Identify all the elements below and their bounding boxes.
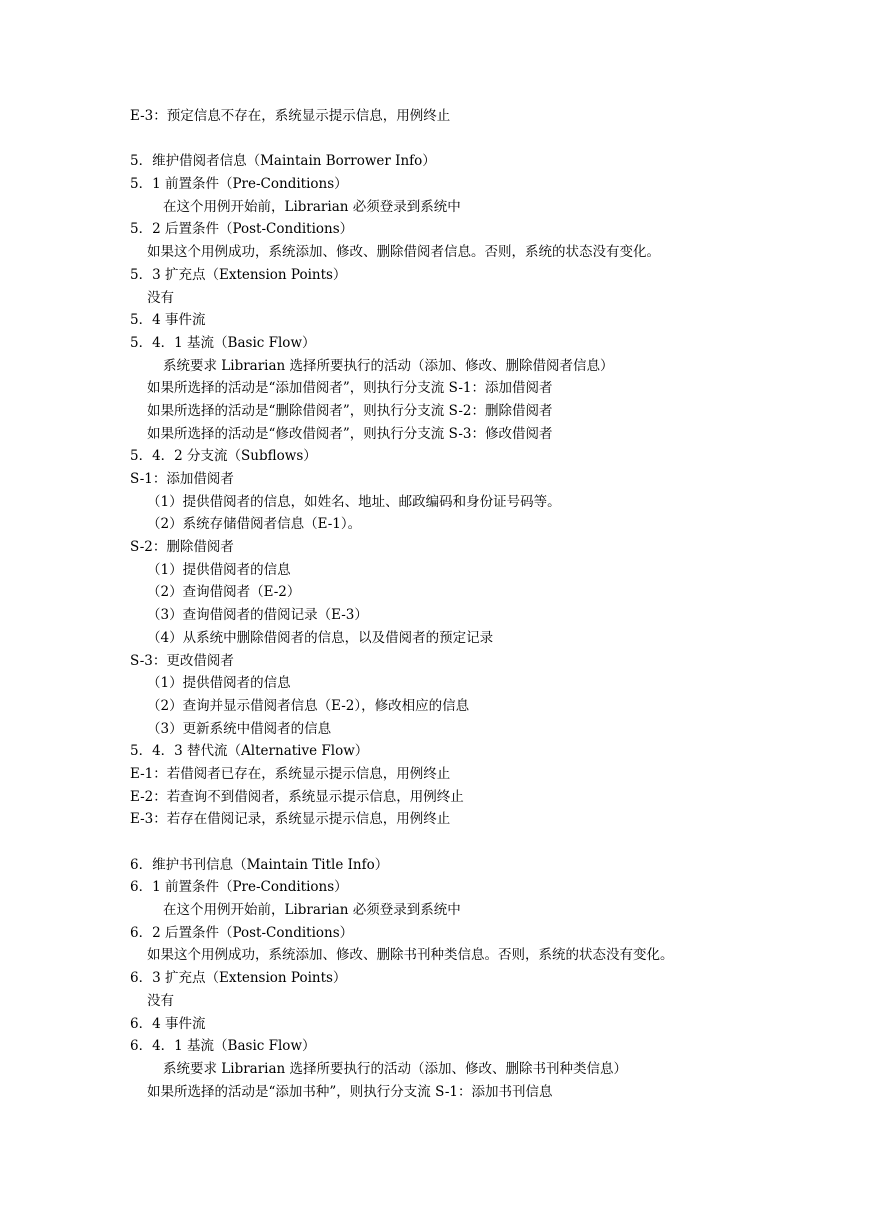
text-line: （2）系统存储借阅者信息（E-1）。 (147, 516, 362, 533)
text-line: E-2：若查询不到借阅者，系统显示提示信息，用例终止 (130, 788, 464, 805)
text-line: （2）查询借阅者（E-2） (147, 584, 301, 601)
text-line: 如果这个用例成功，系统添加、修改、删除书刊种类信息。否则，系统的状态没有变化。 (147, 947, 674, 964)
text-line: （3）查询借阅者的借阅记录（E-3） (147, 607, 368, 624)
text-line: 如果所选择的活动是“修改借阅者”，则执行分支流 S-3：修改借阅者 (147, 425, 553, 442)
text-line: （2）查询并显示借阅者信息（E-2），修改相应的信息 (147, 697, 470, 714)
text-line: 在这个用例开始前，Librarian 必须登录到系统中 (163, 198, 461, 215)
text-line: S-1：添加借阅者 (130, 471, 234, 487)
text-line: 6．4 事件流 (130, 1015, 206, 1032)
text-line: 如果这个用例成功，系统添加、修改、删除借阅者信息。否则，系统的状态没有变化。 (147, 244, 660, 261)
text-line: （1）提供借阅者的信息 (147, 561, 291, 578)
text-line: 如果所选择的活动是“添加借阅者”，则执行分支流 S-1：添加借阅者 (147, 380, 553, 397)
text-line: 如果所选择的活动是“添加书种”，则执行分支流 S-1：添加书刊信息 (147, 1083, 553, 1100)
text-line: 在这个用例开始前，Librarian 必须登录到系统中 (163, 902, 461, 919)
text-line: 没有 (147, 289, 174, 306)
text-line: E-1：若借阅者已存在，系统显示提示信息，用例终止 (130, 765, 451, 782)
text-line: 5．2 后置条件（Post-Conditions） (130, 221, 354, 238)
text-line: S-3：更改借阅者 (130, 652, 234, 669)
document-body (130, 105, 850, 1103)
text-line: 5．4 事件流 (130, 312, 206, 329)
text-line: E-3：预定信息不存在，系统显示提示信息，用例终止 (130, 108, 451, 124)
text-line: 6．3 扩充点（Extension Points） (130, 970, 347, 987)
text-line: 5．1 前置条件（Pre-Conditions） (130, 176, 348, 193)
text-line: （4）从系统中删除借阅者的信息，以及借阅者的预定记录 (147, 629, 494, 646)
text-line: 6．维护书刊信息（Maintain Title Info） (130, 856, 389, 873)
text-line: （1）提供借阅者的信息，如姓名、地址、邮政编码和身份证号码等。 (147, 493, 561, 510)
text-line: 6．1 前置条件（Pre-Conditions） (130, 879, 348, 896)
text-line: 6．4．1 基流（Basic Flow） (130, 1038, 316, 1055)
text-line: 5．3 扩充点（Extension Points） (130, 266, 347, 283)
text-line: 系统要求 Librarian 选择所要执行的活动（添加、修改、删除借阅者信息） (163, 357, 614, 374)
text-line: 6．2 后置条件（Post-Conditions） (130, 924, 354, 941)
blank-line (130, 831, 850, 854)
text-line: S-2：删除借阅者 (130, 539, 234, 556)
text-line: 5．4．1 基流（Basic Flow） (130, 334, 316, 351)
text-line: （1）提供借阅者的信息 (147, 675, 291, 692)
text-line: 系统要求 Librarian 选择所要执行的活动（添加、修改、删除书刊种类信息） (163, 1060, 628, 1077)
text-line: 没有 (147, 992, 174, 1009)
text-line: 5．4．3 替代流（Alternative Flow） (130, 743, 369, 760)
text-line: 如果所选择的活动是“删除借阅者”，则执行分支流 S-2：删除借阅者 (147, 402, 553, 419)
text-line: （3）更新系统中借阅者的信息 (147, 720, 332, 737)
text-line: E-3：若存在借阅记录，系统显示提示信息，用例终止 (130, 811, 451, 828)
blank-line (130, 128, 850, 151)
text-line: 5．4．2 分支流（Subflows） (130, 448, 317, 465)
text-line: 5．维护借阅者信息（Maintain Borrower Info） (130, 153, 436, 170)
